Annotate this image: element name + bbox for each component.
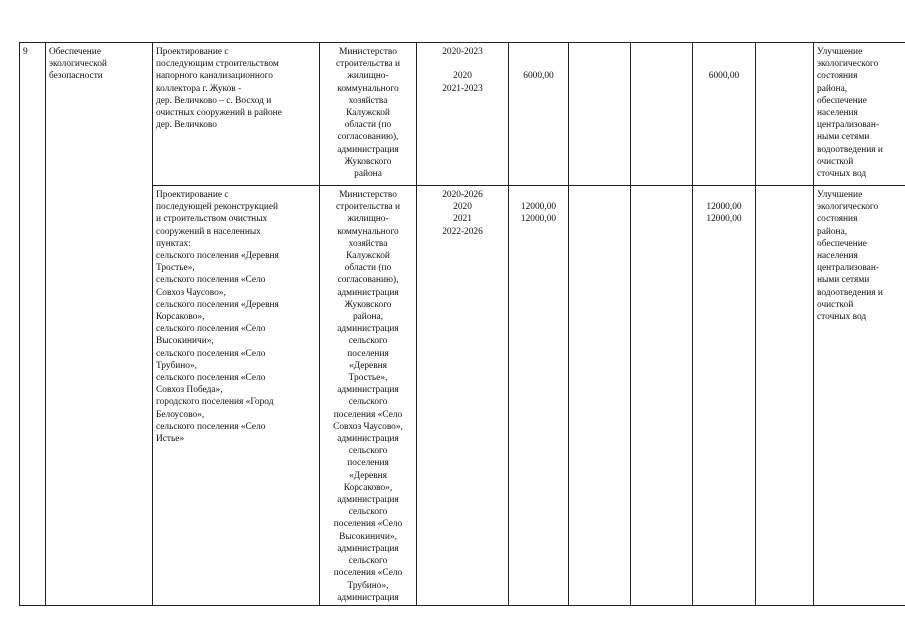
- other-cell: [756, 43, 814, 186]
- result-cell: Улучшение экологического состояния района, обеспечение населения централизован- ными сетями водоотведения и очисткой сточных вод: [814, 186, 905, 606]
- program-table: [19, 42, 905, 606]
- total-cell: 6000,00: [509, 43, 569, 186]
- table-row: [20, 43, 905, 186]
- table-row: [20, 186, 905, 606]
- result-cell: Улучшение экологического состояния района, обеспечение населения централизован- ными сетями водоотведения и очисткой сточных вод: [814, 43, 905, 186]
- years-cell: 2020-2023 2020 2021-2023: [417, 43, 509, 186]
- regional-cell: [631, 186, 693, 606]
- section-cell: Обеспечение экологической безопасности: [46, 43, 153, 606]
- executor-cell: Министерство строительства и жилищно- коммунального хозяйства Калужской области (по согласованию), администрация Жуковского района: [320, 43, 417, 186]
- row-number-cell: 9: [20, 43, 46, 606]
- local-cell: 6000,00: [693, 43, 756, 186]
- measure-cell: Проектирование с последующей реконструкцией и строительством очистных сооружений в населенных пунктах: сельского поселения «Деревня Тростье», сельского поселения «Село Совхоз Чаусово», сельского поселения «Деревня Корсаково», сельского поселения «Село Высокиничи», сельского поселения «Село Трубино», сельского поселения «Село Совхоз Победа», городского поселения «Город Белоусово», сельского поселения «Село Истье»: [153, 186, 320, 606]
- measure-cell: Проектирование с последующим строительством напорного канализационного коллектора г. Жуков - дер. Величково – с. Восход и очистных сооружений в районе дер. Величково: [153, 43, 320, 186]
- federal-cell: [569, 43, 631, 186]
- total-cell: 12000,00 12000,00: [509, 186, 569, 606]
- local-cell: 12000,00 12000,00: [693, 186, 756, 606]
- other-cell: [756, 186, 814, 606]
- years-cell: 2020-2026 2020 2021 2022-2026: [417, 186, 509, 606]
- executor-cell: Министерство строительства и жилищно- коммунального хозяйства Калужской области (по согласованию), администрация Жуковского района, администрация сельского поселения «Деревня Тростье», администрация сельского поселения «Село Совхоз Чаусово», администрация сельского поселения «Деревня Корсаково», администрация сельского поселения «Село Высокиничи», администрация сельского поселения «Село Трубино», администрация: [320, 186, 417, 606]
- federal-cell: [569, 186, 631, 606]
- regional-cell: [631, 43, 693, 186]
